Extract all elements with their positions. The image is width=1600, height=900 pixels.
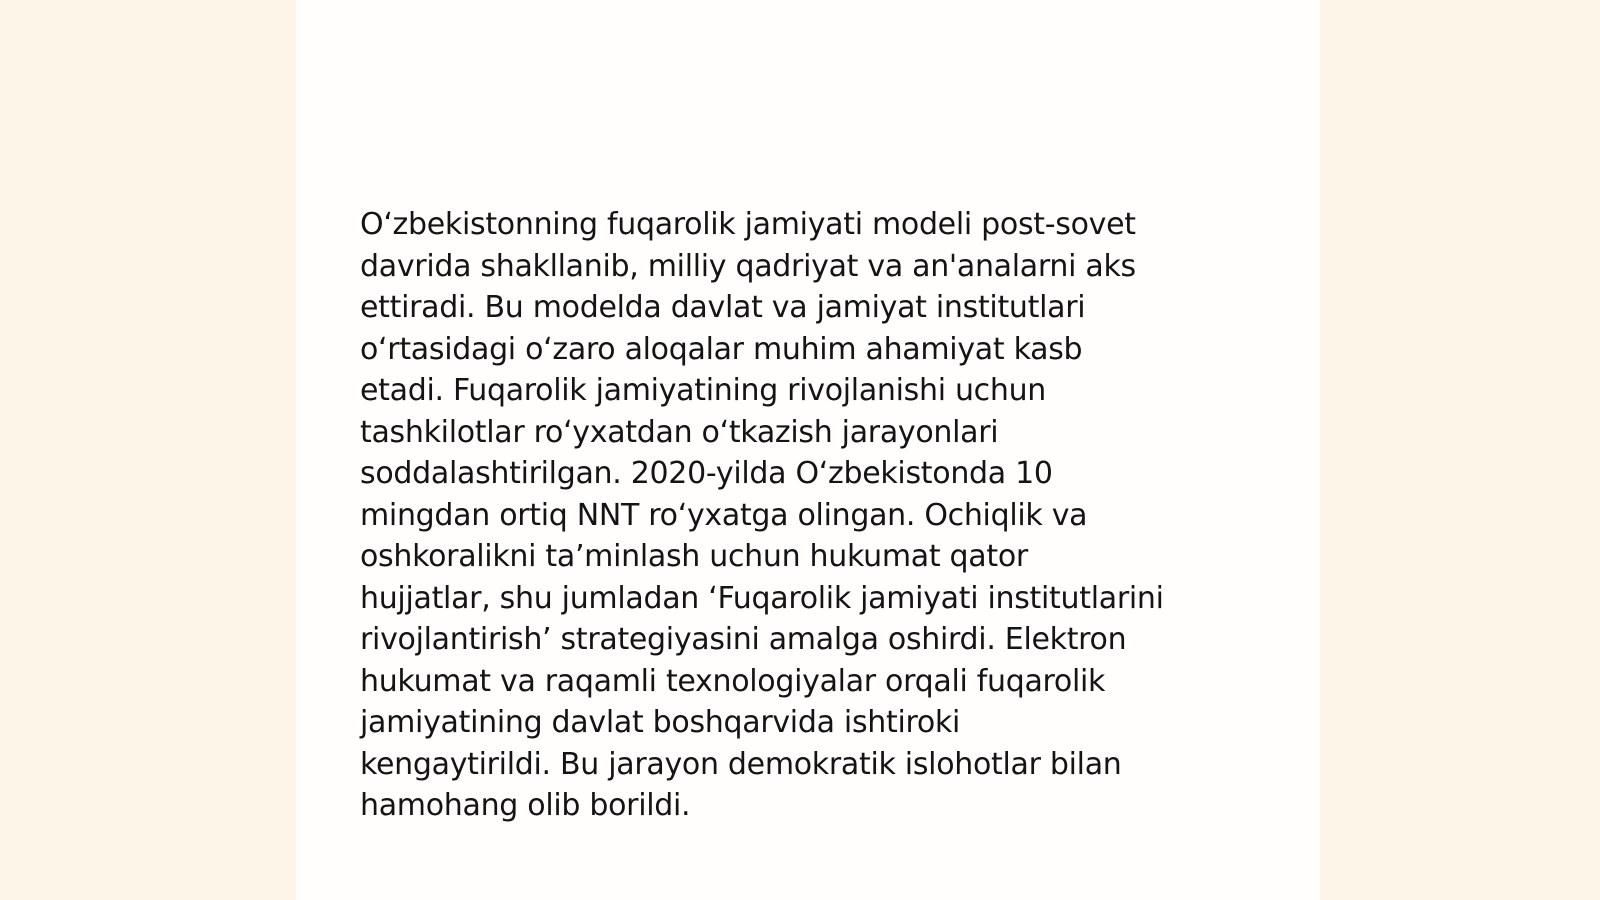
- paragraph-line: davrida shakllanib, milliy qadriyat va an'analarni aks: [360, 248, 1136, 284]
- paragraph-line: o‘rtasidagi o‘zaro aloqalar muhim ahamiyat kasb: [360, 331, 1083, 367]
- paragraph-line: mingdan ortiq NNT ro‘yxatga olingan. Ochiqlik va: [360, 497, 1088, 533]
- paragraph-line: O‘zbekistonning fuqarolik jamiyati modeli post-sovet: [360, 207, 1136, 242]
- paragraph-line: kengaytirildi. Bu jarayon demokratik islohotlar bilan: [360, 746, 1122, 782]
- body-paragraph: [360, 204, 1260, 827]
- paragraph-line: jamiyatining davlat boshqarvida ishtiroki: [360, 705, 961, 740]
- paragraph-line: tashkilotlar ro‘yxatdan o‘tkazish jarayonlari: [360, 414, 999, 450]
- paragraph-line: hukumat va raqamli texnologiyalar orqali fuqarolik: [360, 663, 1106, 699]
- paragraph-line: soddalashtirilgan. 2020-yilda O‘zbekistonda 10: [360, 456, 1053, 491]
- paragraph-line: oshkoralikni ta’minlash uchun hukumat qator: [360, 539, 1028, 574]
- paragraph-line: rivojlantirish’ strategiyasini amalga oshirdi. Elektron: [360, 622, 1127, 657]
- document-page: [296, 0, 1320, 900]
- paragraph-line: ettiradi. Bu modelda davlat va jamiyat institutlari: [360, 290, 1086, 325]
- paragraph-line: etadi. Fuqarolik jamiyatining rivojlanishi uchun: [360, 373, 1047, 408]
- paragraph-line: hamohang olib borildi.: [360, 788, 691, 823]
- paragraph-line: hujjatlar, shu jumladan ‘Fuqarolik jamiyati institutlarini: [360, 580, 1164, 616]
